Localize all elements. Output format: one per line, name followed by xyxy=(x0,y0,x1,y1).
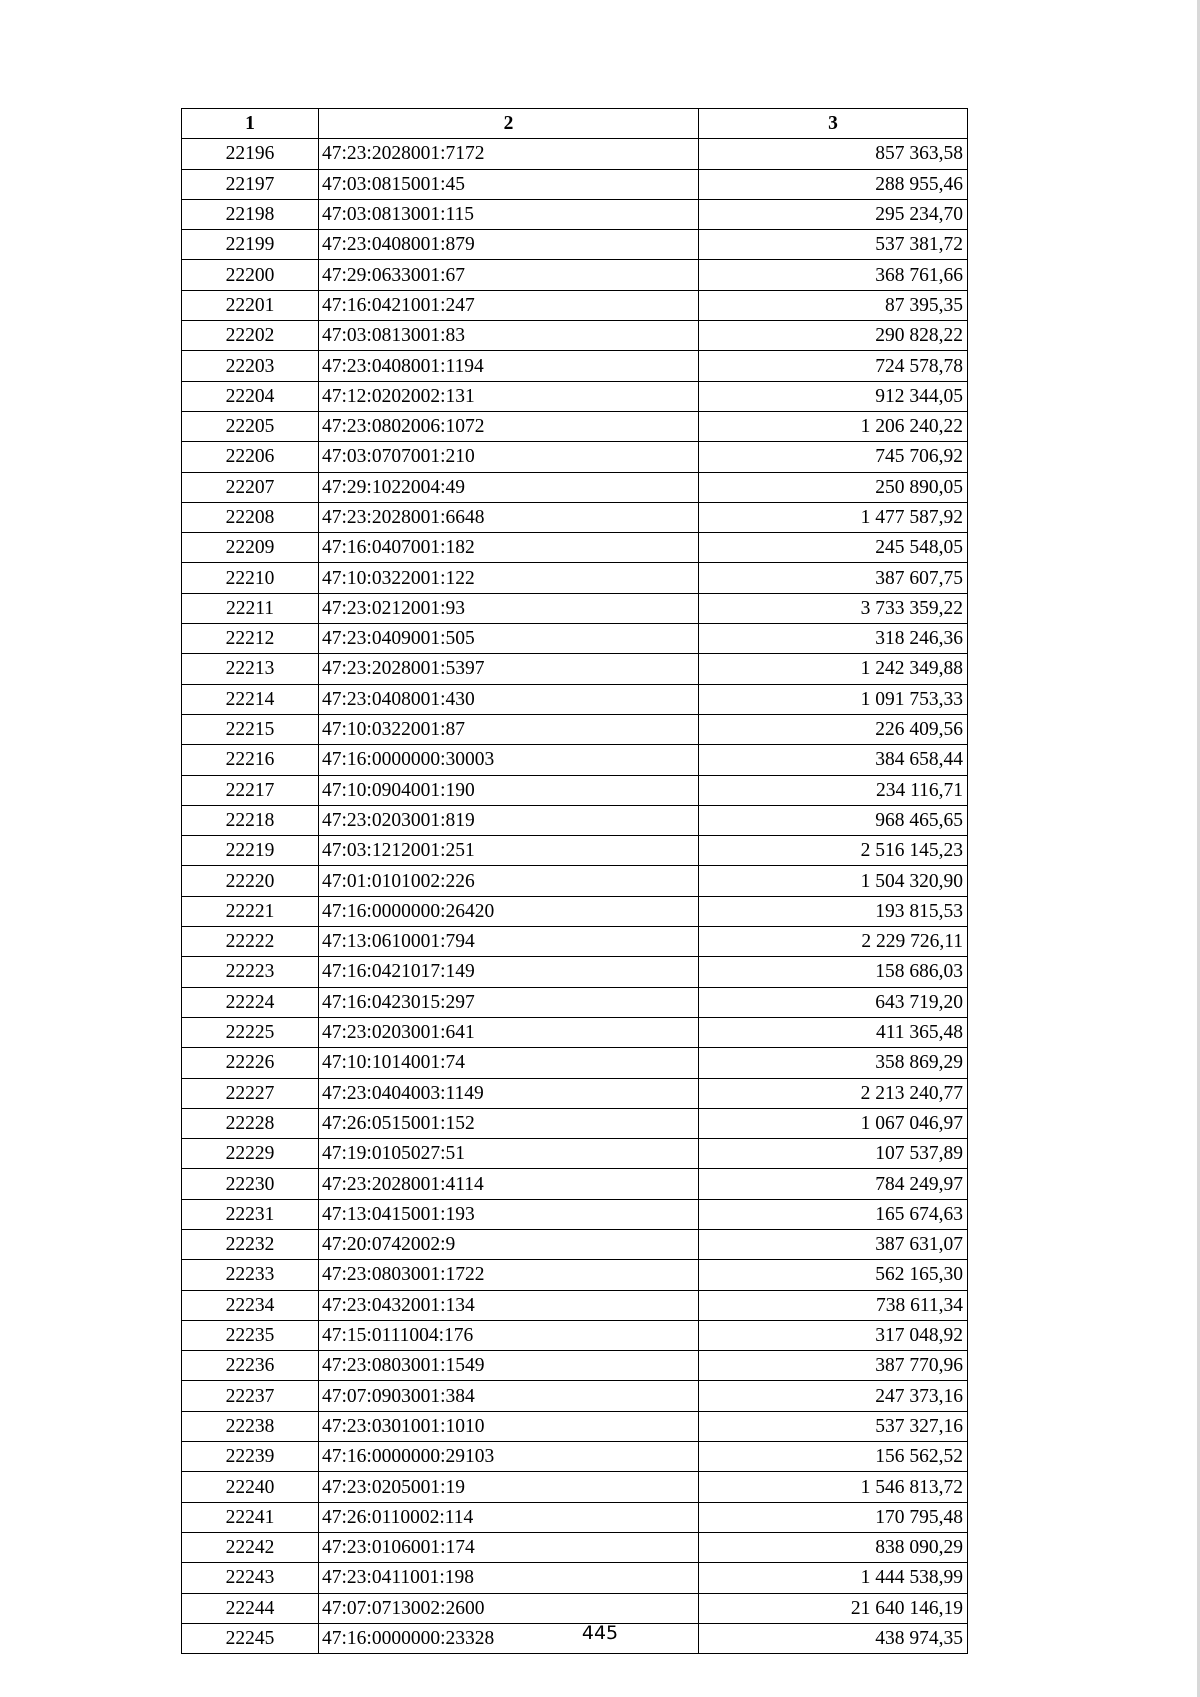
cadastral-number-cell: 47:23:0409001:505 xyxy=(319,624,699,654)
row-number-cell: 22204 xyxy=(182,381,319,411)
row-number-cell: 22242 xyxy=(182,1532,319,1562)
cadastral-number-cell: 47:23:0803001:1549 xyxy=(319,1351,699,1381)
cadastral-number-cell: 47:23:0205001:19 xyxy=(319,1472,699,1502)
table-row xyxy=(182,1260,968,1290)
row-number-cell: 22228 xyxy=(182,1108,319,1138)
cadastral-value-cell: 724 578,78 xyxy=(699,351,968,381)
cadastral-number-cell: 47:23:0803001:1722 xyxy=(319,1260,699,1290)
cadastral-value-cell: 1 091 753,33 xyxy=(699,684,968,714)
cadastral-number-cell: 47:23:2028001:7172 xyxy=(319,139,699,169)
cadastral-value-cell: 156 562,52 xyxy=(699,1442,968,1472)
cadastral-value-cell: 234 116,71 xyxy=(699,775,968,805)
cadastral-value-cell: 318 246,36 xyxy=(699,624,968,654)
cadastral-number-cell: 47:29:1022004:49 xyxy=(319,472,699,502)
cadastral-number-cell: 47:23:0432001:134 xyxy=(319,1290,699,1320)
cadastral-value-cell: 387 631,07 xyxy=(699,1229,968,1259)
row-number-cell: 22227 xyxy=(182,1078,319,1108)
column-header-2: 2 xyxy=(319,109,699,139)
cadastral-value-cell: 912 344,05 xyxy=(699,381,968,411)
cadastral-number-cell: 47:10:0904001:190 xyxy=(319,775,699,805)
cadastral-number-cell: 47:16:0423015:297 xyxy=(319,987,699,1017)
row-number-cell: 22220 xyxy=(182,866,319,896)
cadastral-number-cell: 47:16:0000000:26420 xyxy=(319,896,699,926)
row-number-cell: 22241 xyxy=(182,1502,319,1532)
table-row xyxy=(182,1139,968,1169)
cadastral-value-cell: 288 955,46 xyxy=(699,169,968,199)
row-number-cell: 22243 xyxy=(182,1563,319,1593)
cadastral-value-cell: 226 409,56 xyxy=(699,714,968,744)
cadastral-value-cell: 165 674,63 xyxy=(699,1199,968,1229)
cadastral-number-cell: 47:03:1212001:251 xyxy=(319,836,699,866)
row-number-cell: 22231 xyxy=(182,1199,319,1229)
row-number-cell: 22216 xyxy=(182,745,319,775)
table-row xyxy=(182,1290,968,1320)
cadastral-value-cell: 387 607,75 xyxy=(699,563,968,593)
table-row xyxy=(182,836,968,866)
cadastral-number-cell: 47:16:0407001:182 xyxy=(319,533,699,563)
row-number-cell: 22221 xyxy=(182,896,319,926)
table-row xyxy=(182,593,968,623)
table-row xyxy=(182,987,968,1017)
cadastral-number-cell: 47:23:2028001:5397 xyxy=(319,654,699,684)
cadastral-value-cell: 358 869,29 xyxy=(699,1048,968,1078)
cadastral-value-cell: 738 611,34 xyxy=(699,1290,968,1320)
cadastral-value-cell: 193 815,53 xyxy=(699,896,968,926)
cadastral-number-cell: 47:03:0813001:115 xyxy=(319,199,699,229)
cadastral-value-cell: 411 365,48 xyxy=(699,1017,968,1047)
table-row xyxy=(182,260,968,290)
cadastral-number-cell: 47:23:0301001:1010 xyxy=(319,1411,699,1441)
row-number-cell: 22229 xyxy=(182,1139,319,1169)
row-number-cell: 22207 xyxy=(182,472,319,502)
row-number-cell: 22196 xyxy=(182,139,319,169)
table-row xyxy=(182,684,968,714)
row-number-cell: 22236 xyxy=(182,1351,319,1381)
page-number: 445 xyxy=(581,1622,619,1644)
table-row xyxy=(182,1078,968,1108)
cadastral-number-cell: 47:03:0813001:83 xyxy=(319,321,699,351)
row-number-cell: 22208 xyxy=(182,502,319,532)
cadastral-value-cell: 1 242 349,88 xyxy=(699,654,968,684)
table-body xyxy=(182,139,968,1654)
cadastral-value-cell: 245 548,05 xyxy=(699,533,968,563)
cadastral-number-cell: 47:16:0000000:23328 xyxy=(319,1623,699,1653)
cadastral-number-cell: 47:26:0515001:152 xyxy=(319,1108,699,1138)
cadastral-number-cell: 47:16:0000000:29103 xyxy=(319,1442,699,1472)
cadastral-number-cell: 47:16:0421017:149 xyxy=(319,957,699,987)
cadastral-value-cell: 295 234,70 xyxy=(699,199,968,229)
table-row xyxy=(182,1048,968,1078)
column-header-3: 3 xyxy=(699,109,968,139)
row-number-cell: 22198 xyxy=(182,199,319,229)
row-number-cell: 22202 xyxy=(182,321,319,351)
row-number-cell: 22226 xyxy=(182,1048,319,1078)
cadastral-number-cell: 47:26:0110002:114 xyxy=(319,1502,699,1532)
row-number-cell: 22225 xyxy=(182,1017,319,1047)
table-row xyxy=(182,533,968,563)
cadastral-number-cell: 47:03:0707001:210 xyxy=(319,442,699,472)
cadastral-value-cell: 643 719,20 xyxy=(699,987,968,1017)
cadastral-number-cell: 47:07:0713002:2600 xyxy=(319,1593,699,1623)
row-number-cell: 22211 xyxy=(182,593,319,623)
table-row xyxy=(182,139,968,169)
table-row xyxy=(182,1351,968,1381)
row-number-cell: 22206 xyxy=(182,442,319,472)
table-row xyxy=(182,321,968,351)
table-row xyxy=(182,502,968,532)
cadastral-value-cell: 2 229 726,11 xyxy=(699,927,968,957)
cadastral-number-cell: 47:23:0408001:1194 xyxy=(319,351,699,381)
row-number-cell: 22212 xyxy=(182,624,319,654)
cadastral-number-cell: 47:23:0408001:879 xyxy=(319,230,699,260)
table-row xyxy=(182,411,968,441)
cadastral-value-cell: 537 381,72 xyxy=(699,230,968,260)
row-number-cell: 22219 xyxy=(182,836,319,866)
cadastral-value-cell: 247 373,16 xyxy=(699,1381,968,1411)
table-row xyxy=(182,290,968,320)
row-number-cell: 22223 xyxy=(182,957,319,987)
cadastral-value-cell: 857 363,58 xyxy=(699,139,968,169)
cadastral-value-cell: 1 477 587,92 xyxy=(699,502,968,532)
table-row xyxy=(182,563,968,593)
cadastral-value-cell: 290 828,22 xyxy=(699,321,968,351)
row-number-cell: 22201 xyxy=(182,290,319,320)
table-header-row xyxy=(182,109,968,139)
row-number-cell: 22230 xyxy=(182,1169,319,1199)
table-row xyxy=(182,351,968,381)
cadastral-value-cell: 537 327,16 xyxy=(699,1411,968,1441)
table-row xyxy=(182,805,968,835)
table-row xyxy=(182,1017,968,1047)
cadastral-value-cell: 968 465,65 xyxy=(699,805,968,835)
row-number-cell: 22233 xyxy=(182,1260,319,1290)
row-number-cell: 22213 xyxy=(182,654,319,684)
row-number-cell: 22203 xyxy=(182,351,319,381)
cadastral-number-cell: 47:16:0421001:247 xyxy=(319,290,699,320)
cadastral-number-cell: 47:23:2028001:4114 xyxy=(319,1169,699,1199)
cadastral-number-cell: 47:13:0415001:193 xyxy=(319,1199,699,1229)
cadastral-number-cell: 47:23:0106001:174 xyxy=(319,1532,699,1562)
table-row xyxy=(182,1532,968,1562)
cadastral-value-cell: 170 795,48 xyxy=(699,1502,968,1532)
table-row xyxy=(182,1442,968,1472)
cadastral-number-cell: 47:23:0404003:1149 xyxy=(319,1078,699,1108)
table-row xyxy=(182,1169,968,1199)
cadastral-value-cell: 384 658,44 xyxy=(699,745,968,775)
row-number-cell: 22222 xyxy=(182,927,319,957)
cadastral-number-cell: 47:10:0322001:122 xyxy=(319,563,699,593)
table-row xyxy=(182,1593,968,1623)
cadastral-number-cell: 47:01:0101002:226 xyxy=(319,866,699,896)
row-number-cell: 22215 xyxy=(182,714,319,744)
table-row xyxy=(182,199,968,229)
table-row xyxy=(182,1563,968,1593)
cadastral-number-cell: 47:10:1014001:74 xyxy=(319,1048,699,1078)
cadastral-value-cell: 87 395,35 xyxy=(699,290,968,320)
cadastral-value-cell: 784 249,97 xyxy=(699,1169,968,1199)
cadastral-value-cell: 107 537,89 xyxy=(699,1139,968,1169)
row-number-cell: 22217 xyxy=(182,775,319,805)
row-number-cell: 22238 xyxy=(182,1411,319,1441)
cadastral-number-cell: 47:23:0212001:93 xyxy=(319,593,699,623)
column-header-1: 1 xyxy=(182,109,319,139)
cadastral-number-cell: 47:20:0742002:9 xyxy=(319,1229,699,1259)
cadastral-number-cell: 47:13:0610001:794 xyxy=(319,927,699,957)
row-number-cell: 22197 xyxy=(182,169,319,199)
cadastral-value-cell: 562 165,30 xyxy=(699,1260,968,1290)
cadastral-value-cell: 1 546 813,72 xyxy=(699,1472,968,1502)
table-row xyxy=(182,442,968,472)
cadastral-number-cell: 47:23:0411001:198 xyxy=(319,1563,699,1593)
cadastral-value-cell: 21 640 146,19 xyxy=(699,1593,968,1623)
cadastral-number-cell: 47:10:0322001:87 xyxy=(319,714,699,744)
cadastral-number-cell: 47:23:0802006:1072 xyxy=(319,411,699,441)
row-number-cell: 22200 xyxy=(182,260,319,290)
cadastral-value-cell: 368 761,66 xyxy=(699,260,968,290)
row-number-cell: 22199 xyxy=(182,230,319,260)
cadastral-value-cell: 158 686,03 xyxy=(699,957,968,987)
cadastral-number-cell: 47:23:2028001:6648 xyxy=(319,502,699,532)
cadastral-value-cell: 1 444 538,99 xyxy=(699,1563,968,1593)
cadastral-value-cell: 1 206 240,22 xyxy=(699,411,968,441)
cadastral-value-cell: 387 770,96 xyxy=(699,1351,968,1381)
row-number-cell: 22205 xyxy=(182,411,319,441)
row-number-cell: 22214 xyxy=(182,684,319,714)
row-number-cell: 22210 xyxy=(182,563,319,593)
row-number-cell: 22224 xyxy=(182,987,319,1017)
cadastral-number-cell: 47:23:0203001:819 xyxy=(319,805,699,835)
cadastral-number-cell: 47:29:0633001:67 xyxy=(319,260,699,290)
table-row xyxy=(182,1108,968,1138)
table-row xyxy=(182,624,968,654)
row-number-cell: 22218 xyxy=(182,805,319,835)
row-number-cell: 22245 xyxy=(182,1623,319,1653)
table-row xyxy=(182,775,968,805)
cadastral-number-cell: 47:19:0105027:51 xyxy=(319,1139,699,1169)
cadastral-value-cell: 1 504 320,90 xyxy=(699,866,968,896)
table-row xyxy=(182,1502,968,1532)
cadastral-number-cell: 47:03:0815001:45 xyxy=(319,169,699,199)
cadastral-number-cell: 47:23:0203001:641 xyxy=(319,1017,699,1047)
cadastral-value-cell: 438 974,35 xyxy=(699,1623,968,1653)
table-row xyxy=(182,927,968,957)
cadastral-number-cell: 47:07:0903001:384 xyxy=(319,1381,699,1411)
cadastral-value-cell: 838 090,29 xyxy=(699,1532,968,1562)
cadastral-value-cell: 1 067 046,97 xyxy=(699,1108,968,1138)
table-row xyxy=(182,1411,968,1441)
table-row xyxy=(182,472,968,502)
cadastral-value-cell: 2 213 240,77 xyxy=(699,1078,968,1108)
cadastral-number-cell: 47:15:0111004:176 xyxy=(319,1320,699,1350)
cadastral-value-cell: 317 048,92 xyxy=(699,1320,968,1350)
table-row xyxy=(182,1320,968,1350)
row-number-cell: 22235 xyxy=(182,1320,319,1350)
cadastral-value-cell: 3 733 359,22 xyxy=(699,593,968,623)
cadastral-value-cell: 250 890,05 xyxy=(699,472,968,502)
table-row xyxy=(182,654,968,684)
row-number-cell: 22234 xyxy=(182,1290,319,1320)
cadastral-value-table xyxy=(181,108,968,1654)
cadastral-number-cell: 47:12:0202002:131 xyxy=(319,381,699,411)
table-row xyxy=(182,896,968,926)
row-number-cell: 22237 xyxy=(182,1381,319,1411)
row-number-cell: 22232 xyxy=(182,1229,319,1259)
row-number-cell: 22209 xyxy=(182,533,319,563)
table-row xyxy=(182,1229,968,1259)
cadastral-value-cell: 745 706,92 xyxy=(699,442,968,472)
row-number-cell: 22239 xyxy=(182,1442,319,1472)
table-row xyxy=(182,1199,968,1229)
cadastral-value-cell: 2 516 145,23 xyxy=(699,836,968,866)
table-row xyxy=(182,745,968,775)
row-number-cell: 22244 xyxy=(182,1593,319,1623)
table-row xyxy=(182,1472,968,1502)
table-row xyxy=(182,381,968,411)
row-number-cell: 22240 xyxy=(182,1472,319,1502)
table-row xyxy=(182,1381,968,1411)
table-row xyxy=(182,866,968,896)
table-row xyxy=(182,230,968,260)
cadastral-number-cell: 47:16:0000000:30003 xyxy=(319,745,699,775)
table-row xyxy=(182,957,968,987)
cadastral-number-cell: 47:23:0408001:430 xyxy=(319,684,699,714)
table-row xyxy=(182,714,968,744)
table-row xyxy=(182,169,968,199)
